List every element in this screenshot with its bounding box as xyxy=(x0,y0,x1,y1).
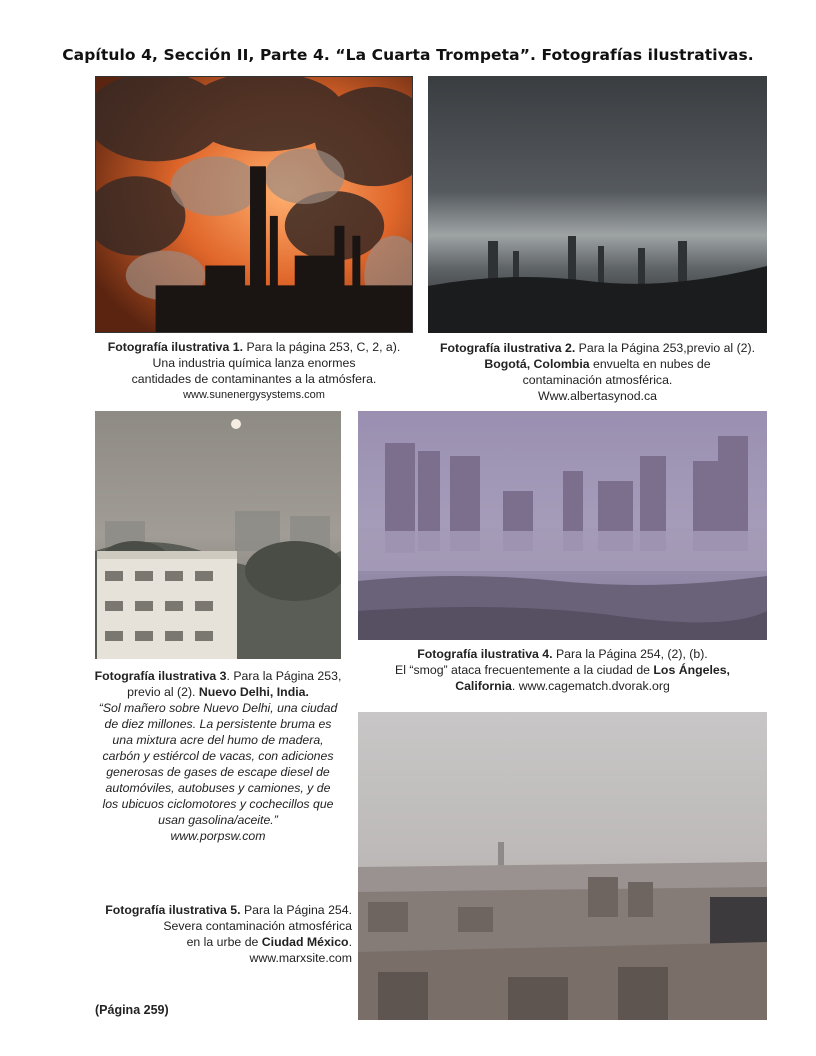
caption-label: Fotografía ilustrativa 2. xyxy=(439,341,576,355)
quote-line: una mixtura acre del humo de madera, xyxy=(112,733,324,747)
photo-source: www.marxsite.com xyxy=(249,951,352,965)
photo-5-mexico-city xyxy=(358,712,767,1020)
caption-photo-3: Fotografía ilustrativa 3. Para la Página 253, previo al (2). Nuevo Delhi, India. “Sol mañero sobre Nuevo Delhi, una ciudad de diez millones. La persistente bruma es una mixtura acre del humo de madera, carbón y estiércol de vacas, con adiciones generosas de gases de escape diesel de automóviles, autobuses y camiones, y de los ubicuos ciclomotores y cochecillos que usan gasolina/aceite.” www.porpsw.com xyxy=(88,668,348,844)
caption-label: Fotografía ilustrativa 3 xyxy=(94,669,227,683)
photo-1-chemical-industry xyxy=(95,76,413,333)
caption-photo-2: Fotografía ilustrativa 2. Para la Página 253,previo al (2). Bogotá, Colombia envuelta en nubes de contaminación atmosférica. Www.albertasynod.ca xyxy=(428,340,767,404)
photo-source: . www.cagematch.dvorak.org xyxy=(511,679,670,693)
quote-line: automóviles, autobuses y camiones, y de xyxy=(105,781,331,795)
page-title: Capítulo 4, Sección II, Parte 4. “La Cuarta Trompeta”. Fotografías ilustrativas. xyxy=(62,46,754,64)
caption-label: Fotografía ilustrativa 4. xyxy=(417,647,553,661)
caption-photo-4: Fotografía ilustrativa 4. Para la Página 254, (2), (b). El “smog” ataca frecuentemente a la ciudad de Los Ángeles, California. www.cagematch.dvorak.org xyxy=(395,647,730,693)
quote-line: los ubicuos ciclomotores y cochecillos que xyxy=(102,797,334,811)
caption-photo-1: Fotografía ilustrativa 1. Para la página 253, C, 2, a). Una industria química lanza enormes cantidades de contaminantes a la atmósfera. www.sunenergysystems.com xyxy=(95,339,413,403)
quote-line: carbón y estiércol de vacas, con adiciones xyxy=(102,749,334,763)
page-number: (Página 259) xyxy=(95,1003,169,1017)
photo-source: www.sunenergysystems.com xyxy=(183,389,325,401)
photo-3-new-delhi xyxy=(95,411,341,659)
photo-source: www.porpsw.com xyxy=(170,829,266,843)
quote-line: usan gasolina/aceite.” xyxy=(158,813,278,827)
photo-4-los-angeles xyxy=(358,411,767,640)
quote-line: de diez millones. La persistente bruma es xyxy=(104,717,332,731)
caption-photo-5: Fotografía ilustrativa 5. Para la Página 254. Severa contaminación atmosférica en la urbe de Ciudad México. www.marxsite.com xyxy=(96,902,352,966)
photo-source: Www.albertasynod.ca xyxy=(538,389,657,403)
photo-2-bogota xyxy=(428,76,767,333)
caption-label: Fotografía ilustrativa 1. xyxy=(107,340,244,354)
quote-line: “Sol mañero sobre Nuevo Delhi, una ciudad xyxy=(98,701,338,715)
caption-label: Fotografía ilustrativa 5. xyxy=(105,903,241,917)
quote-line: generosas de gases de escape diesel de xyxy=(106,765,330,779)
